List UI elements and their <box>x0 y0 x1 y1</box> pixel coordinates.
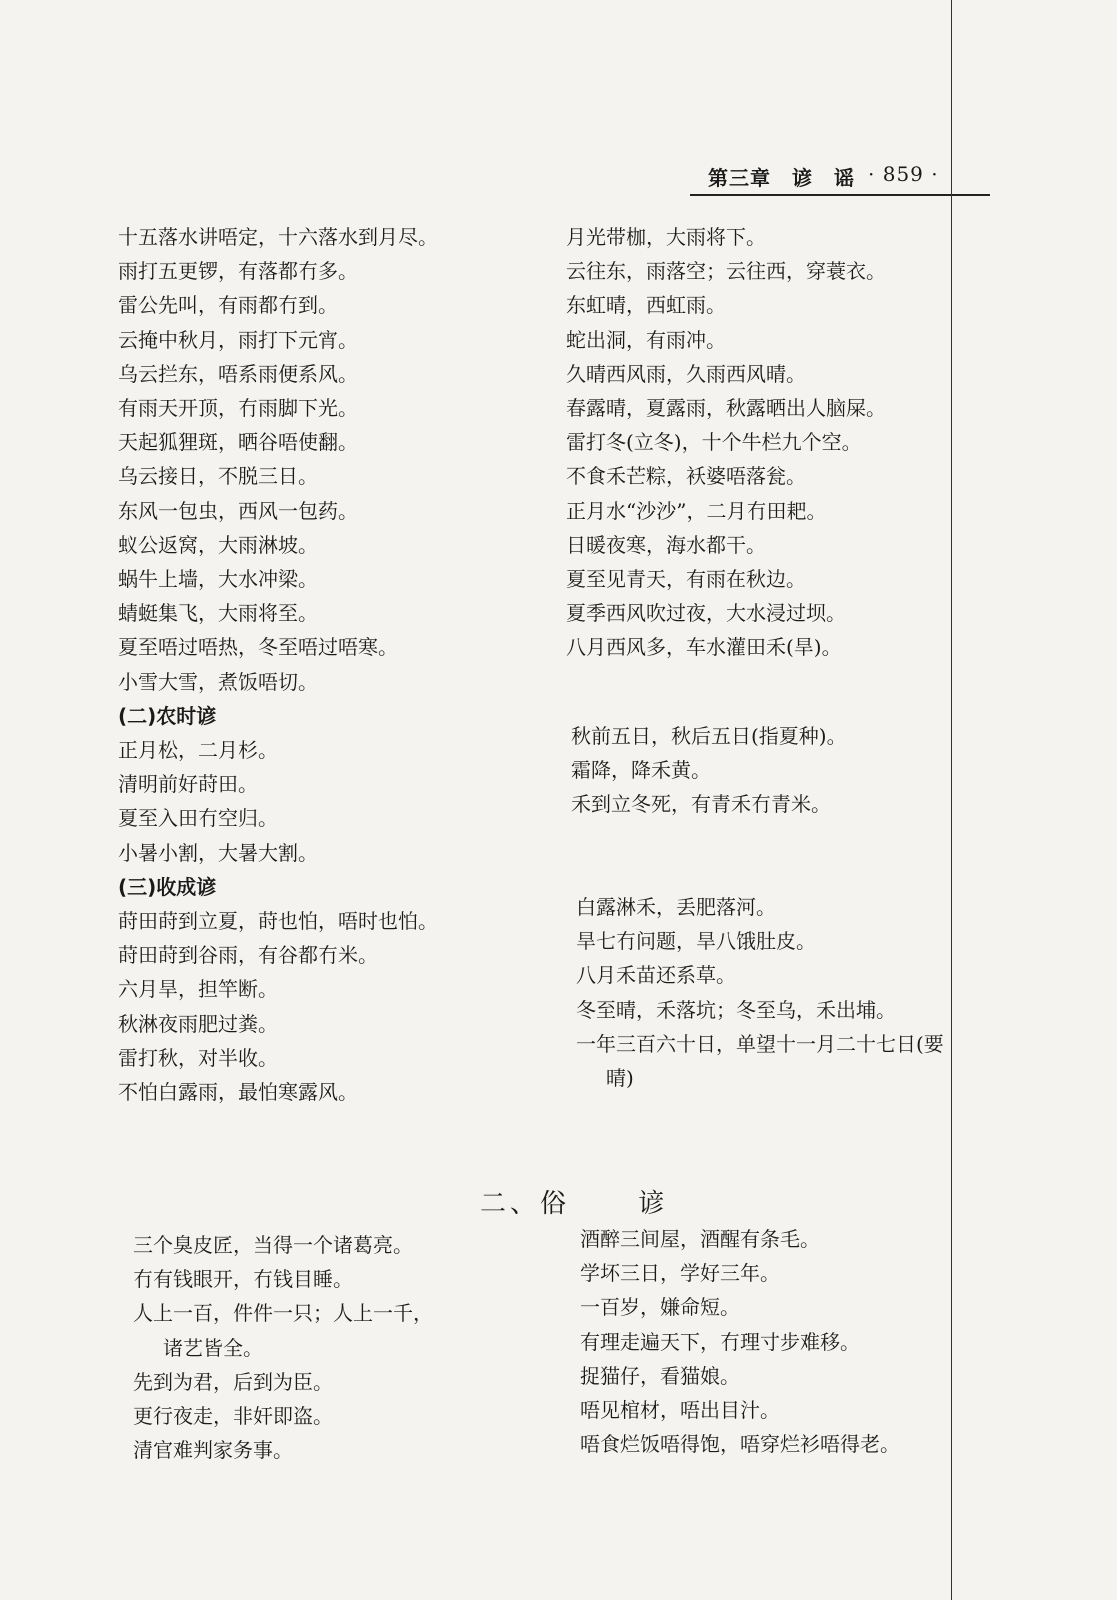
proverb-line: 霜降，降禾黄。 <box>571 758 711 783</box>
proverb-line: 天起狐狸斑，晒谷唔使翻。 <box>118 430 358 455</box>
right-column-weather <box>566 220 886 665</box>
proverb-line: 唔见棺材，唔出目汁。 <box>580 1398 780 1423</box>
right-column-harvest <box>576 890 944 1095</box>
proverb-line: 有理走遍天下，冇理寸步难移。 <box>580 1329 860 1354</box>
left-column-folk <box>133 1228 433 1467</box>
proverb-line: 诸艺皆全。 <box>163 1335 263 1360</box>
proverb-line: 夏至入田冇空归。 <box>118 806 278 831</box>
proverb-line: 蛇出洞，有雨冲。 <box>566 327 726 352</box>
proverb-line: 一百岁，嫌命短。 <box>580 1295 740 1320</box>
proverb-line: 日暖夜寒，海水都干。 <box>566 532 766 557</box>
proverb-line: 蜻蜓集飞，大雨将至。 <box>118 601 318 626</box>
page-number: · 859 · <box>868 162 939 186</box>
proverb-line: 小雪大雪，煮饭唔切。 <box>118 669 318 694</box>
proverb-line: 酒醉三间屋，酒醒有条毛。 <box>580 1227 820 1251</box>
section-title-part: 谚 <box>638 1189 669 1219</box>
proverb-line: 清明前好莳田。 <box>118 772 258 797</box>
proverb-line: 夏至唔过唔热，冬至唔过唔寒。 <box>118 635 398 660</box>
proverb-line: 白露淋禾，丢肥落河。 <box>576 895 776 919</box>
proverb-line: 夏季西风吹过夜，大水浸过坝。 <box>566 601 846 626</box>
proverb-line: 六月旱，担竿断。 <box>118 977 278 1002</box>
proverb-line: 学坏三日，学好三年。 <box>580 1261 780 1286</box>
subheading-farm: (二)农时谚 <box>118 703 217 728</box>
chapter-title: 第三章 谚 谣 <box>708 166 855 190</box>
proverb-line: 雷打秋，对半收。 <box>118 1045 278 1070</box>
left-column-weather <box>118 220 438 1109</box>
proverb-line: 晴) <box>606 1066 634 1091</box>
proverb-line: 云往东，雨落空；云往西，穿蓑衣。 <box>566 259 886 284</box>
proverb-line: 秋前五日，秋后五日(指夏种)。 <box>571 724 847 748</box>
margin-rule <box>951 0 952 1600</box>
proverb-line: 秋淋夜雨肥过粪。 <box>118 1011 278 1036</box>
proverb-line: 小暑小割，大暑大割。 <box>118 840 318 865</box>
proverb-line: 云掩中秋月，雨打下元宵。 <box>118 327 358 352</box>
proverb-line: 不怕白露雨，最怕寒露风。 <box>118 1080 358 1105</box>
proverb-line: 莳田莳到立夏，莳也怕，唔时也怕。 <box>118 909 438 934</box>
proverb-line: 更行夜走，非奸即盗。 <box>133 1404 333 1429</box>
proverb-line: 正月松，二月杉。 <box>118 738 278 763</box>
proverb-line: 夏至见青天，有雨在秋边。 <box>566 567 806 592</box>
proverb-line: 莳田莳到谷雨，有谷都冇米。 <box>118 943 378 968</box>
proverb-line: 冇有钱眼开，冇钱目睡。 <box>133 1267 353 1292</box>
proverb-line: 冬至晴，禾落坑；冬至乌，禾出埔。 <box>576 997 896 1022</box>
section-title-part: 二、俗 <box>480 1189 571 1219</box>
proverb-line: 先到为君，后到为臣。 <box>133 1369 333 1394</box>
proverb-line: 八月禾苗还系草。 <box>576 963 736 988</box>
proverb-line: 乌云接日，不脱三日。 <box>118 464 318 489</box>
proverb-line: 雷打冬(立冬)，十个牛栏九个空。 <box>566 430 862 455</box>
proverb-line: 月光带枷，大雨将下。 <box>566 225 766 249</box>
proverb-line: 捉猫仔，看猫娘。 <box>580 1363 740 1388</box>
proverb-line: 唔食烂饭唔得饱，唔穿烂衫唔得老。 <box>580 1432 900 1457</box>
proverb-line: 东虹晴，西虹雨。 <box>566 293 726 318</box>
proverb-line: 正月水“沙沙”，二月冇田耙。 <box>566 498 827 523</box>
proverb-line: 十五落水讲唔定，十六落水到月尽。 <box>118 225 438 249</box>
proverb-line: 蚁公返窝，大雨淋坡。 <box>118 532 318 557</box>
subheading-harvest: (三)收成谚 <box>118 874 217 899</box>
right-column-farm <box>571 719 847 822</box>
proverb-line: 三个臭皮匠，当得一个诸葛亮。 <box>133 1233 413 1257</box>
proverb-line: 一年三百六十日，单望十一月二十七日(要 <box>576 1031 944 1056</box>
proverb-line: 东风一包虫，西风一包药。 <box>118 498 358 523</box>
proverb-line: 八月西风多，车水灌田禾(旱)。 <box>566 635 842 660</box>
proverb-line: 乌云拦东，唔系雨便系风。 <box>118 361 358 386</box>
proverb-line: 雨打五更锣，有落都冇多。 <box>118 259 358 284</box>
running-header <box>690 160 990 196</box>
proverb-line: 人上一百，件件一只；人上一千， <box>133 1301 433 1326</box>
proverb-line: 蜗牛上墙，大水冲梁。 <box>118 567 318 592</box>
proverb-line: 旱七冇问题，旱八饿肚皮。 <box>576 929 816 954</box>
proverb-line: 清官难判家务事。 <box>133 1438 293 1463</box>
proverb-line: 有雨天开顶，冇雨脚下光。 <box>118 396 358 421</box>
proverb-line: 不食禾芒粽，袄婆唔落瓮。 <box>566 464 806 489</box>
proverb-line: 雷公先叫，有雨都冇到。 <box>118 293 338 318</box>
right-column-folk <box>580 1222 900 1461</box>
section-title <box>480 1183 668 1220</box>
proverb-line: 春露晴，夏露雨，秋露晒出人脑屎。 <box>566 396 886 421</box>
proverb-line: 久晴西风雨，久雨西风晴。 <box>566 361 806 386</box>
proverb-line: 禾到立冬死，有青禾冇青米。 <box>571 792 831 817</box>
